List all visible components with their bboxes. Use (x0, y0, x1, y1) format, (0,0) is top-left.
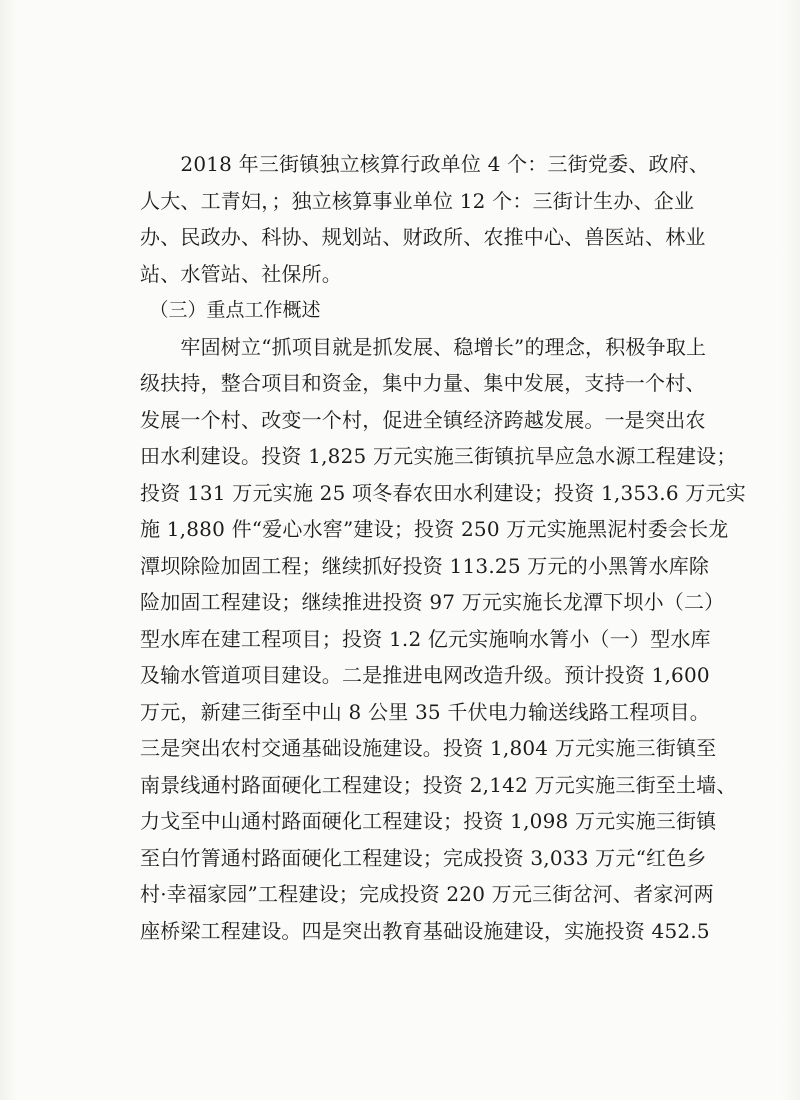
section-heading: （三）重点工作概述 (140, 299, 321, 321)
text-line: 2018 年三街镇独立核算行政单位 4 个：三街党委、政府、 (140, 152, 710, 176)
text-line: 站、水管站、社保所。 (140, 261, 342, 286)
text-line: 施 1,880 件“爱心水窖”建设；投资 250 万元实施黑泥村委会长龙 (140, 517, 729, 541)
text-line: 险加固工程建设；继续推进投资 97 万元实施长龙潭下坝小（二） (140, 590, 725, 614)
paragraph-admin-units (140, 146, 710, 292)
text-line: 投资 131 万元实施 25 项冬春农田水利建设；投资 1,353.6 万元实 (140, 480, 746, 505)
text-line: 南景线通村路面硬化工程建设；投资 2,142 万元实施三街至土墙、 (140, 772, 737, 797)
text-line: 型水库在建工程项目；投资 1.2 亿元实施响水箐小（一）型水库 (140, 626, 711, 651)
text-line: 潭坝除险加固工程；继续抓好投资 113.25 万元的小黑箐水库除 (140, 553, 710, 578)
text-line: 座桥梁工程建设。四是突出教育基础设施建设，实施投资 452.5 (140, 918, 710, 943)
text-line: 办、民政办、科协、规划站、财政所、农推中心、兽医站、林业 (140, 225, 706, 249)
text-line: 及输水管道项目建设。二是推进电网改造升级。预计投资 1,600 (140, 663, 710, 687)
text-line: 田水利建设。投资 1,825 万元实施三街镇抗旱应急水源工程建设； (140, 444, 737, 468)
text-line: 至白竹箐通村路面硬化工程建设；完成投资 3,033 万元“红色乡 (140, 845, 707, 870)
text-line: 牢固树立“抓项目就是抓发展、稳增长”的理念，积极争取上 (140, 334, 707, 359)
text-line: 村·幸福家园”工程建设；完成投资 220 万元三街岔河、者家河两 (140, 882, 714, 906)
document-body (140, 146, 746, 949)
text-line: 力戈至中山通村路面硬化工程建设；投资 1,098 万元实施三街镇 (140, 809, 717, 833)
text-line: 三是突出农村交通基础设施建设。投资 1,804 万元实施三街镇至 (140, 736, 717, 760)
text-line: 万元，新建三街至中山 8 公里 35 千伏电力输送线路工程项目。 (140, 699, 711, 724)
text-line: 发展一个村、改变一个村，促进全镇经济跨越发展。一是突出农 (140, 407, 706, 432)
text-line: 人大、工青妇，；独立核算事业单位 12 个：三街计生办、企业 (140, 188, 695, 213)
paragraph-key-work (140, 329, 746, 950)
text-line: 级扶持，整合项目和资金，集中力量、集中发展，支持一个村、 (140, 371, 706, 395)
